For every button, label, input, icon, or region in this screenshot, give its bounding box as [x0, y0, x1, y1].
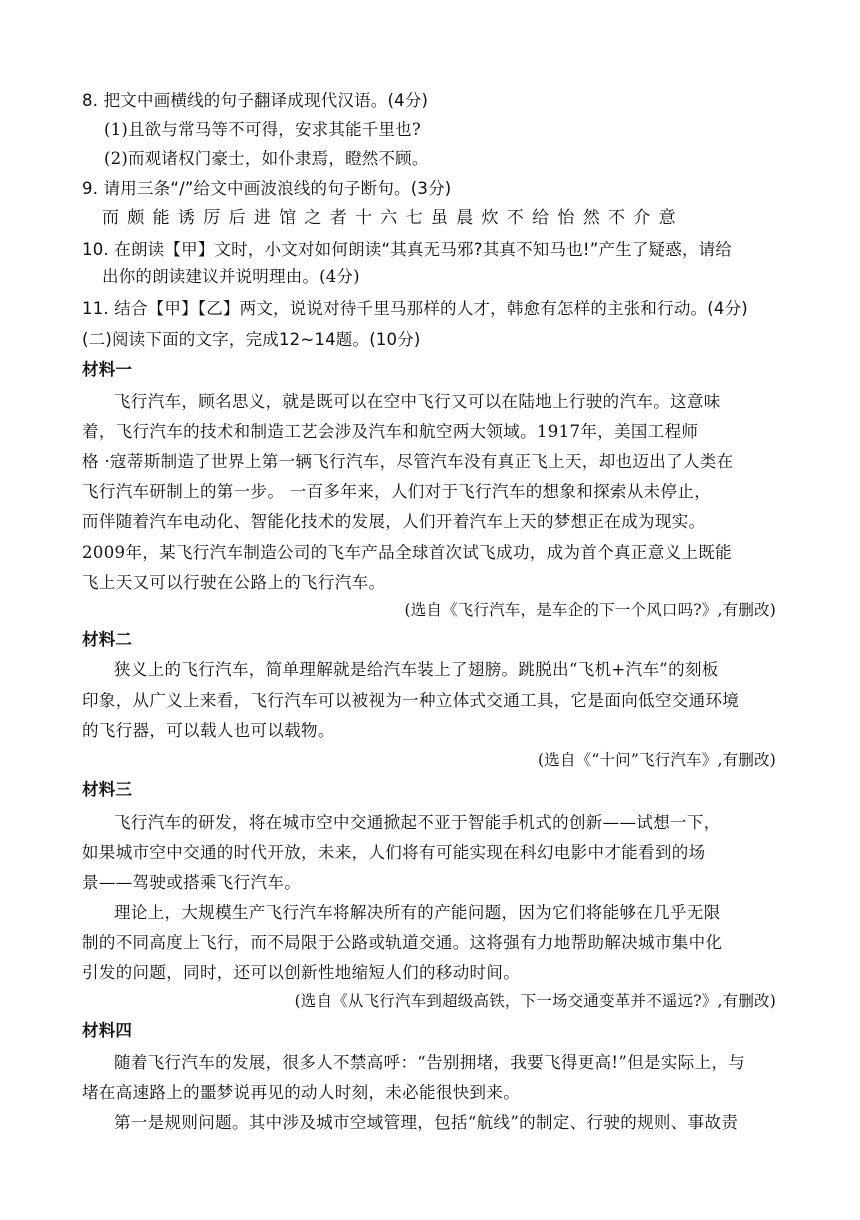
material-4-line: 随着飞行汽车的发展，很多人不禁高呼：“告别拥堵，我要飞得更高!”但是实际上，与	[114, 1053, 746, 1072]
material-4-title: 材料四	[82, 1021, 133, 1040]
question-10-line-2: 出你的朗读建议并说明理由。(4分)	[102, 267, 360, 286]
question-9-sentence: 而颇能诱厉后进馆之者十六七虽晨炊不给怡然不介意	[102, 208, 684, 228]
question-8-sentence-1: (1)且欲与常马等不可得，安求其能千里也?	[104, 120, 421, 139]
material-3-source: (选自《从飞行汽车到超级高铁，下一场交通变革并不遥远?》,有删改)	[294, 992, 776, 1010]
material-1-line: 2009年，某飞行汽车制造公司的飞车产品全球首次试飞成功，成为首个真正意义上既能	[82, 543, 732, 562]
question-8-sentence-2: (2)而观诸权门豪士，如仆隶焉，瞪然不顾。	[104, 149, 429, 168]
material-3-line: 飞行汽车的研发，将在城市空中交通掀起不亚于智能手机式的创新——试想一下，	[114, 813, 721, 832]
material-1-source: (选自《飞行汽车，是车企的下一个风口吗?》,有删改)	[404, 601, 776, 619]
material-2-line: 狭义上的飞行汽车，简单理解就是给汽车装上了翅膀。跳脱出“飞机+汽车”的刻板	[114, 660, 719, 679]
question-9-stem: 9. 请用三条“/”给文中画波浪线的句子断句。(3分)	[82, 179, 452, 198]
material-2-source: (选自《“十问”飞行汽车》,有删改)	[538, 751, 776, 769]
material-1-line: 而伴随着汽车电动化、智能化技术的发展，人们开着汽车上天的梦想正在成为现实。	[82, 512, 706, 531]
material-3-line: 如果城市空中交通的时代开放，未来，人们将有可能实现在科幻电影中才能看到的场	[82, 843, 706, 862]
material-3-title: 材料三	[82, 780, 133, 799]
material-1-line: 飞行汽车研制上的第一步。 一百多年来，人们对于飞行汽车的想象和探索从未停止，	[82, 482, 712, 501]
material-1-line: 飞行汽车，顾名思义，就是既可以在空中飞行又可以在陆地上行驶的汽车。这意味	[114, 392, 721, 411]
material-2-line: 印象，从广义上来看，飞行汽车可以被视为一种立体式交通工具，它是面向低空交通环境	[82, 691, 740, 710]
question-8-stem: 8. 把文中画横线的句子翻译成现代汉语。(4分)	[82, 91, 429, 110]
material-1-line: 着，飞行汽车的技术和制造工艺会涉及汽车和航空两大领域。1917年，美国工程师	[82, 422, 699, 441]
section-2-heading: (二)阅读下面的文字，完成12~14题。(10分)	[82, 330, 421, 349]
material-1-title: 材料一	[82, 360, 133, 379]
material-2-line: 的飞行器，可以载人也可以载物。	[82, 721, 335, 740]
material-4-line: 堵在高速路上的噩梦说再见的动人时刻，未必能很快到来。	[82, 1083, 521, 1102]
question-11-stem: 11. 结合【甲】【乙】两文，说说对待千里马那样的人才，韩愈有怎样的主张和行动。(4分)	[82, 299, 748, 318]
question-10-line-1: 10. 在朗读【甲】文时，小文对如何朗读“其真无马邪?其真不知马也!”产生了疑惑，请给	[82, 240, 733, 259]
material-1-line: 飞上天又可以行驶在公路上的飞行汽车。	[82, 573, 386, 592]
material-4-line: 第一是规则问题。其中涉及城市空域管理，包括“航线”的制定、行驶的规则、事故责	[114, 1113, 739, 1132]
material-1-line: 格 ·寇蒂斯制造了世界上第一辆飞行汽车，尽管汽车没有真正飞上天，却也迈出了人类在	[82, 452, 734, 471]
material-3-line: 引发的问题，同时，还可以创新性地缩短人们的移动时间。	[82, 963, 521, 982]
material-3-line: 理论上，大规模生产飞行汽车将解决所有的产能问题，因为它们将能够在几乎无限	[114, 903, 721, 922]
material-3-line: 景——驾驶或搭乘飞行汽车。	[82, 873, 302, 892]
material-2-title: 材料二	[82, 630, 133, 649]
material-3-line: 制的不同高度上飞行，而不局限于公路或轨道交通。这将强有力地帮助解决城市集中化	[82, 933, 723, 952]
